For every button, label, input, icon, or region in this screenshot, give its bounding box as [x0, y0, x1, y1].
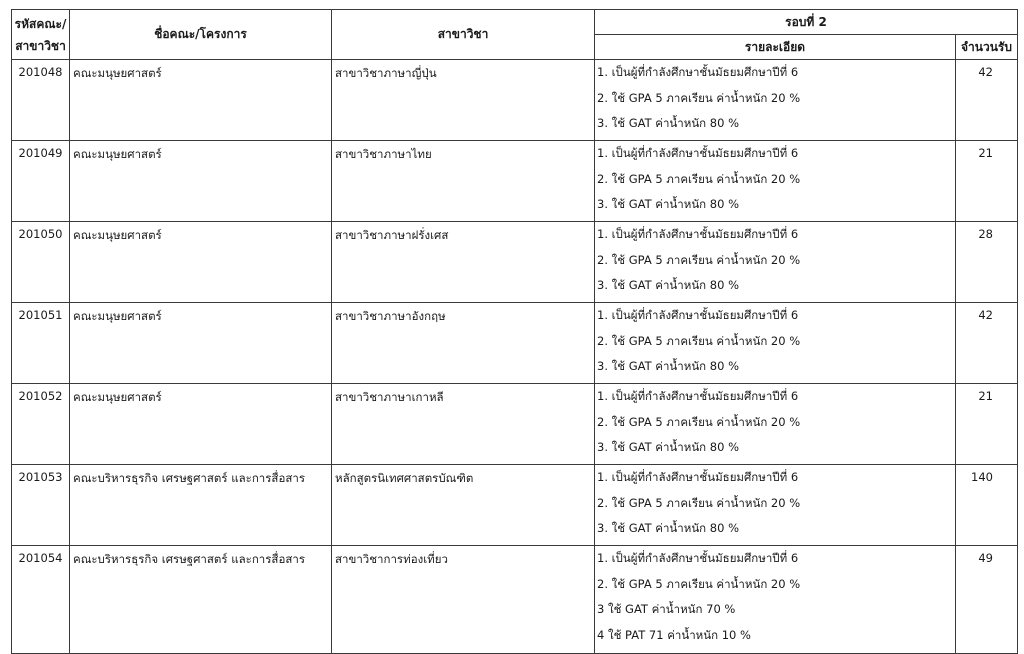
faculty-name: คณะมนุษยศาสตร์: [70, 303, 332, 384]
detail-line: 3 ใช้ GAT ค่าน้ำหนัก 70 %: [597, 602, 736, 616]
detail-line: 3. ใช้ GAT ค่าน้ำหนัก 80 %: [597, 521, 740, 535]
admission-count: 28: [956, 222, 1018, 303]
table-row: [12, 465, 1018, 546]
detail-line: 3. ใช้ GAT ค่าน้ำหนัก 80 %: [597, 359, 740, 373]
faculty-name: คณะบริหารธุรกิจ เศรษฐศาสตร์ และการสื่อสาร: [70, 546, 332, 654]
detail-line: 1. เป็นผู้ที่กำลังศึกษาชั้นมัธยมศึกษาปีที่ 6: [597, 227, 799, 241]
detail-line: 2. ใช้ GPA 5 ภาคเรียน ค่าน้ำหนัก 20 %: [597, 171, 801, 186]
program-code: 201053: [12, 465, 70, 546]
admission-details: [595, 141, 956, 222]
admission-count: 140: [956, 465, 1018, 546]
table-row: [12, 141, 1018, 222]
program-code: 201052: [12, 384, 70, 465]
header-major: สาขาวิชา: [332, 10, 595, 60]
admission-count: 42: [956, 303, 1018, 384]
detail-line: 4 ใช้ PAT 71 ค่าน้ำหนัก 10 %: [597, 627, 751, 642]
program-code: 201050: [12, 222, 70, 303]
major-name: สาขาวิชาภาษาฝรั่งเศส: [332, 222, 595, 303]
detail-line: 1. เป็นผู้ที่กำลังศึกษาชั้นมัธยมศึกษาปีที่ 6: [597, 146, 799, 160]
admission-details: [595, 303, 956, 384]
detail-line: 2. ใช้ GPA 5 ภาคเรียน ค่าน้ำหนัก 20 %: [597, 90, 801, 105]
detail-line: 3. ใช้ GAT ค่าน้ำหนัก 80 %: [597, 440, 740, 454]
detail-line: 2. ใช้ GPA 5 ภาคเรียน ค่าน้ำหนัก 20 %: [597, 576, 801, 591]
detail-line: 2. ใช้ GPA 5 ภาคเรียน ค่าน้ำหนัก 20 %: [597, 333, 801, 348]
admission-count: 21: [956, 141, 1018, 222]
major-name: สาขาวิชาภาษาอังกฤษ: [332, 303, 595, 384]
table-header: [12, 10, 1018, 60]
major-name: สาขาวิชาภาษาเกาหลี: [332, 384, 595, 465]
admission-details: [595, 546, 956, 654]
detail-line: 3. ใช้ GAT ค่าน้ำหนัก 80 %: [597, 197, 740, 211]
table-row: [12, 303, 1018, 384]
header-count: จำนวนรับ: [956, 35, 1018, 60]
faculty-name: คณะมนุษยศาสตร์: [70, 384, 332, 465]
table-row: [12, 546, 1018, 654]
header-code-line1: รหัสคณะ/: [14, 16, 67, 31]
program-code: 201049: [12, 141, 70, 222]
detail-line: 2. ใช้ GPA 5 ภาคเรียน ค่าน้ำหนัก 20 %: [597, 414, 801, 429]
faculty-name: คณะมนุษยศาสตร์: [70, 222, 332, 303]
faculty-name: คณะบริหารธุรกิจ เศรษฐศาสตร์ และการสื่อสาร: [70, 465, 332, 546]
program-code: 201048: [12, 60, 70, 141]
detail-line: 1. เป็นผู้ที่กำลังศึกษาชั้นมัธยมศึกษาปีที่ 6: [597, 308, 799, 322]
major-name: สาขาวิชาภาษาญี่ปุ่น: [332, 60, 595, 141]
header-code-line2: สาขาวิชา: [15, 38, 66, 53]
header-faculty: ชื่อคณะ/โครงการ: [70, 10, 332, 60]
table-row: [12, 384, 1018, 465]
table-row: [12, 222, 1018, 303]
table-row: [12, 60, 1018, 141]
detail-line: 3. ใช้ GAT ค่าน้ำหนัก 80 %: [597, 116, 740, 130]
major-name: สาขาวิชาการท่องเที่ยว: [332, 546, 595, 654]
admission-details: [595, 384, 956, 465]
admission-count: 42: [956, 60, 1018, 141]
header-code: [12, 10, 70, 60]
admission-count: 49: [956, 546, 1018, 654]
program-code: 201054: [12, 546, 70, 654]
detail-line: 2. ใช้ GPA 5 ภาคเรียน ค่าน้ำหนัก 20 %: [597, 495, 801, 510]
program-code: 201051: [12, 303, 70, 384]
admission-details: [595, 60, 956, 141]
header-round: รอบที่ 2: [595, 10, 1018, 35]
detail-line: 2. ใช้ GPA 5 ภาคเรียน ค่าน้ำหนัก 20 %: [597, 252, 801, 267]
header-details: รายละเอียด: [595, 35, 956, 60]
detail-line: 1. เป็นผู้ที่กำลังศึกษาชั้นมัธยมศึกษาปีที่ 6: [597, 389, 799, 403]
detail-line: 1. เป็นผู้ที่กำลังศึกษาชั้นมัธยมศึกษาปีที่ 6: [597, 551, 799, 565]
detail-line: 1. เป็นผู้ที่กำลังศึกษาชั้นมัธยมศึกษาปีที่ 6: [597, 470, 799, 484]
major-name: หลักสูตรนิเทศศาสตรบัณฑิต: [332, 465, 595, 546]
faculty-name: คณะมนุษยศาสตร์: [70, 141, 332, 222]
detail-line: 1. เป็นผู้ที่กำลังศึกษาชั้นมัธยมศึกษาปีที่ 6: [597, 65, 799, 79]
admission-details: [595, 222, 956, 303]
admission-count: 21: [956, 384, 1018, 465]
admission-details: [595, 465, 956, 546]
detail-line: 3. ใช้ GAT ค่าน้ำหนัก 80 %: [597, 278, 740, 292]
table-body: [12, 60, 1018, 654]
faculty-name: คณะมนุษยศาสตร์: [70, 60, 332, 141]
major-name: สาขาวิชาภาษาไทย: [332, 141, 595, 222]
admission-table: [11, 9, 1018, 654]
